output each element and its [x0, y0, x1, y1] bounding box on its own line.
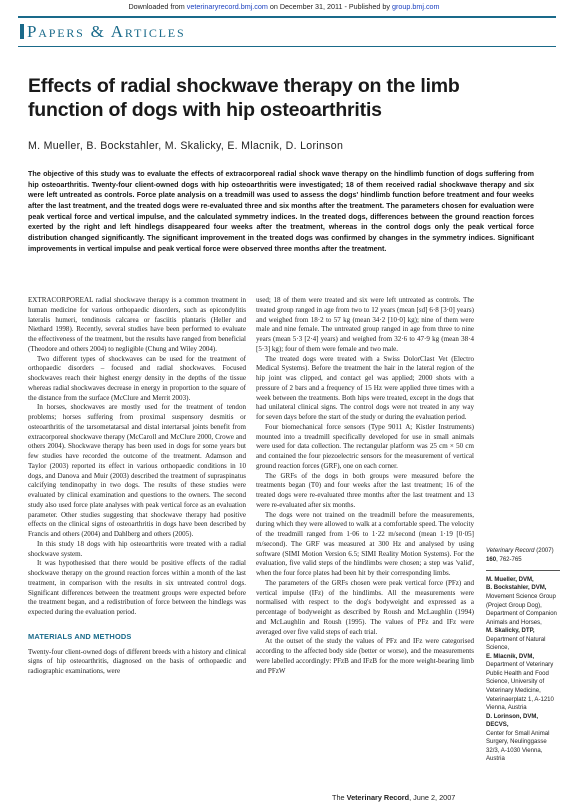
- body-paragraph: The treated dogs were treated with a Swiss DolorClast Vet (Electro Medical Systems). Before the treatment the hair in the lateral region of the hip joint was clipped, and contact gel was applied; 2000 shots with a pressure of 2 bars and a frequency of 15 Hz were applied three times with a week between the treatments. Both hips were treated, except in the dogs that had unilateral clinical signs. The control dogs were not treated in any way for seven days before the start of the study or during the evaluation period.: [256, 354, 474, 421]
- body-paragraph: At the outset of the study the values of PFz and IFz were categorised according to the affected body side (better or worse), and the measurements were labelled accordingly: PFzB and IFzB for the more weight-bearing limb and PFzW: [256, 637, 474, 675]
- methods-heading: MATERIALS AND METHODS: [28, 631, 132, 641]
- citation-issue: 160: [486, 556, 497, 563]
- citation-year: (2007): [534, 548, 554, 554]
- affiliation-institution: Movement Science Group (Project Group Dog), Department of Companion Animals and Horses,: [486, 593, 557, 626]
- section-bottom-rule: [18, 46, 556, 47]
- affiliation-author: M. Skalicky, DTP,: [486, 628, 535, 635]
- affiliation-institution: Department of Veterinary Public Health and Food Science, University of Veterinary Medicine, Veterinaerplatz 1, A-1210 Vienna, Austria: [486, 662, 554, 712]
- affiliation-institution: Department of Natural Science,: [486, 636, 546, 652]
- section-bullet-bar: [20, 24, 24, 39]
- source-link[interactable]: veterinaryrecord.bmj.com: [186, 2, 268, 11]
- page-footer: [332, 793, 455, 802]
- affiliation-author: E. Mlacnik, DVM,: [486, 653, 535, 660]
- body-paragraph: Four biomechanical force sensors (Type 9011 A; Kistler Instruments) mounted into a treadmill specifically developed for use in small animals were used for data collection. The rectangular platform was 25 cm × 50 cm and contained the four piezoelectric sensors for the measurement of vertical ground reaction forces (GRF), one on each corner.: [256, 422, 474, 470]
- article-title: Effects of radial shockwave therapy on the limb function of dogs with hip osteoarthritis: [28, 75, 460, 121]
- right-column: [256, 296, 474, 676]
- footer-prefix: The: [332, 793, 347, 802]
- footer-journal: Veterinary Record: [346, 793, 410, 802]
- citation-pages: , 762-765: [496, 556, 522, 563]
- affiliation-author: M. Mueller, DVM,: [486, 576, 534, 583]
- affiliation-institution: Center for Small Animal Surgery, Neulinggasse 32/3, A-1030 Vienna, Austria: [486, 730, 550, 763]
- affiliation-author: D. Lorinson, DVM, DECVS,: [486, 713, 539, 729]
- article-authors: M. Mueller, B. Bockstahler, M. Skalicky, E. Mlacnik, D. Lorinson: [28, 140, 344, 152]
- sidebar-divider: [486, 570, 560, 571]
- download-banner: [0, 2, 568, 11]
- body-paragraph: The parameters of the GRFs chosen were peak vertical force (PFz) and vertical impulse (IFz) of the hindlimbs. All the measurements were normalised with respect to the dog's bodyweight and expressed as a percentage of bodyweight as described by Roush and McLaughlin (1994) and McLaughlin and Roush (1995). The values of PFz and IFz were averaged over five valid steps of each trial.: [256, 578, 474, 636]
- section-label: Papers & Articles: [27, 22, 186, 41]
- body-paragraph: The GRFs of the dogs in both groups were measured before the treatments began (T0) and four weeks after the last treatment; 16 of the treated dogs were re-evaluated three months after the last treatment and 13 were re-evaluated after six months.: [256, 471, 474, 509]
- download-banner-prefix: Downloaded from: [128, 2, 187, 11]
- body-paragraph: used; 18 of them were treated and six were left untreated as controls. The treated group ranged in age from two to 12 years (mean [sd] 6·8 [3·0] years) and weighed from 18·2 to 57 kg (mean 34·2 [10·0] kg); nine of them were male and nine female. The untreated group ranged in age from three to nine years (mean 5·3 [2·4] years) and weighed from 32·6 to 47·9 kg (mean 38·4 [5·3] kg); four of them were female and two male.: [256, 296, 474, 353]
- section-header: [20, 22, 185, 42]
- affiliation-author: B. Bockstahler, DVM,: [486, 585, 547, 592]
- body-paragraph: Twenty-four client-owned dogs of different breeds with a history and clinical signs of hip osteoarthritis, diagnosed on the basis of orthopaedic and radiographic examinations, were: [28, 647, 246, 675]
- left-column: [28, 296, 246, 677]
- download-banner-middle: on December 31, 2011 - Published by: [267, 2, 392, 11]
- citation-journal: Veterinary Record: [486, 548, 535, 554]
- publisher-link[interactable]: group.bmj.com: [392, 2, 440, 11]
- body-paragraph: In this study 18 dogs with hip osteoarthritis were treated with a radial shockwave system.: [28, 539, 246, 558]
- section-top-rule: [18, 16, 556, 18]
- body-paragraph: EXTRACORPOREAL radial shockwave therapy is a common treatment in human medicine for various orthopaedic disorders, such as epicondylitis lateralis humeri, tendinosis calcarea or fasciitis plantaris (Heller and Niethard 1998). Recently, several studies have been performed to evaluate the effectiveness of the treatment, but the results have ranged from beneficial (Theodore and others 2004) to negligible (Chung and Wiley 2004).: [28, 296, 246, 353]
- body-paragraph: The dogs were not trained on the treadmill before the measurements, during which they were allowed to walk at a comfortable speed. The velocity of the treadmill ranged from 1·06 to 1·22 m/second (mean 1·19 [0·05] m/second). The GRF was measured at 300 Hz and analysed by using software (SIMI Motion Version 6.5; SIMI Reality Motion Systems). For the evaluation, five valid steps of the hindlimbs were chosen; a step was 'valid', when the four force plates had been hit by their corresponding limbs.: [256, 510, 474, 577]
- footer-date: , June 2, 2007: [409, 793, 456, 802]
- citation: [486, 547, 560, 564]
- article-abstract: The objective of this study was to evaluate the effects of extracorporeal radial shock wave therapy on the hindlimb function of dogs suffering from hip osteoarthritis. Twenty-four client-owned dogs with hip osteoarthritis were investigated; 18 of them received radial shockwave therapy and six were left untreated as controls. Force plate analysis on a treadmill was used to assess the dogs' hindlimb function before treatment and four weeks after the last treatment, and the treated dogs were re-evaluated three and six months after the treatment. The parameters chosen for evaluation were peak vertical force and vertical impulse, and the calculated symmetry indices. In the treated dogs, differences between the ground reaction forces exerted by the right and left hindlegs disappeared four weeks after the treatment, whereas in the control dogs only the peak vertical force distribution changed significantly. The significant improvement in the treated dogs was confirmed by changes in the symmetry indices. Significant improvements in vertical impulse and peak vertical force were observed three months after the treatment.: [28, 170, 534, 253]
- author-sidebar: [486, 547, 560, 764]
- body-paragraph: Two different types of shockwaves can be used for the treatment of orthopaedic disorders – focused and radial shockwaves. Focused shockwaves reach their highest energy density in the depths of the tissue whereas radial shockwaves decrease in energy in proportion to the square of the distance from the surface (McClure and Merrit 2003).: [28, 354, 246, 402]
- body-paragraph: It was hypothesised that there would be positive effects of the radial shockwave therapy on the ground reaction forces within a month of the last treatment, in comparison with the results in six untreated control dogs. Significant differences between the treatment groups were expected before the treatment began, and a redistribution of force between the hindlegs was expected during the evaluation period.: [28, 559, 246, 616]
- body-paragraph: In horses, shockwaves are mostly used for the treatment of tendon problems; horses suffering from proximal suspensory desmitis or osteoarthritis of the tarsometatarsal and distal intertarsal joints benefit from extracorporeal shockwave therapy (McCaroll and McClure 2000, Crowe and others 2004). Shockwave therapy has been used in dogs for some years but few studies have recorded the outcome of the treatment. Adamson and Taylor (2003) reported its effect in various orthopaedic conditions in 10 dogs, and Danova and Muir (2003) described the treatment of supraspinatus calcifying tendinopathy in two dogs. The results of these studies were evaluated by clinical examination and questions to the owners. The second study also used force plate analyses with peak vertical force as an evaluation parameter. Other studies suggesting that shockwave therapy had positive effects on the clinical signs of osteoarthritis in dogs have been described by Francis and others (2004) and Dahlberg and others (2005).: [28, 403, 246, 538]
